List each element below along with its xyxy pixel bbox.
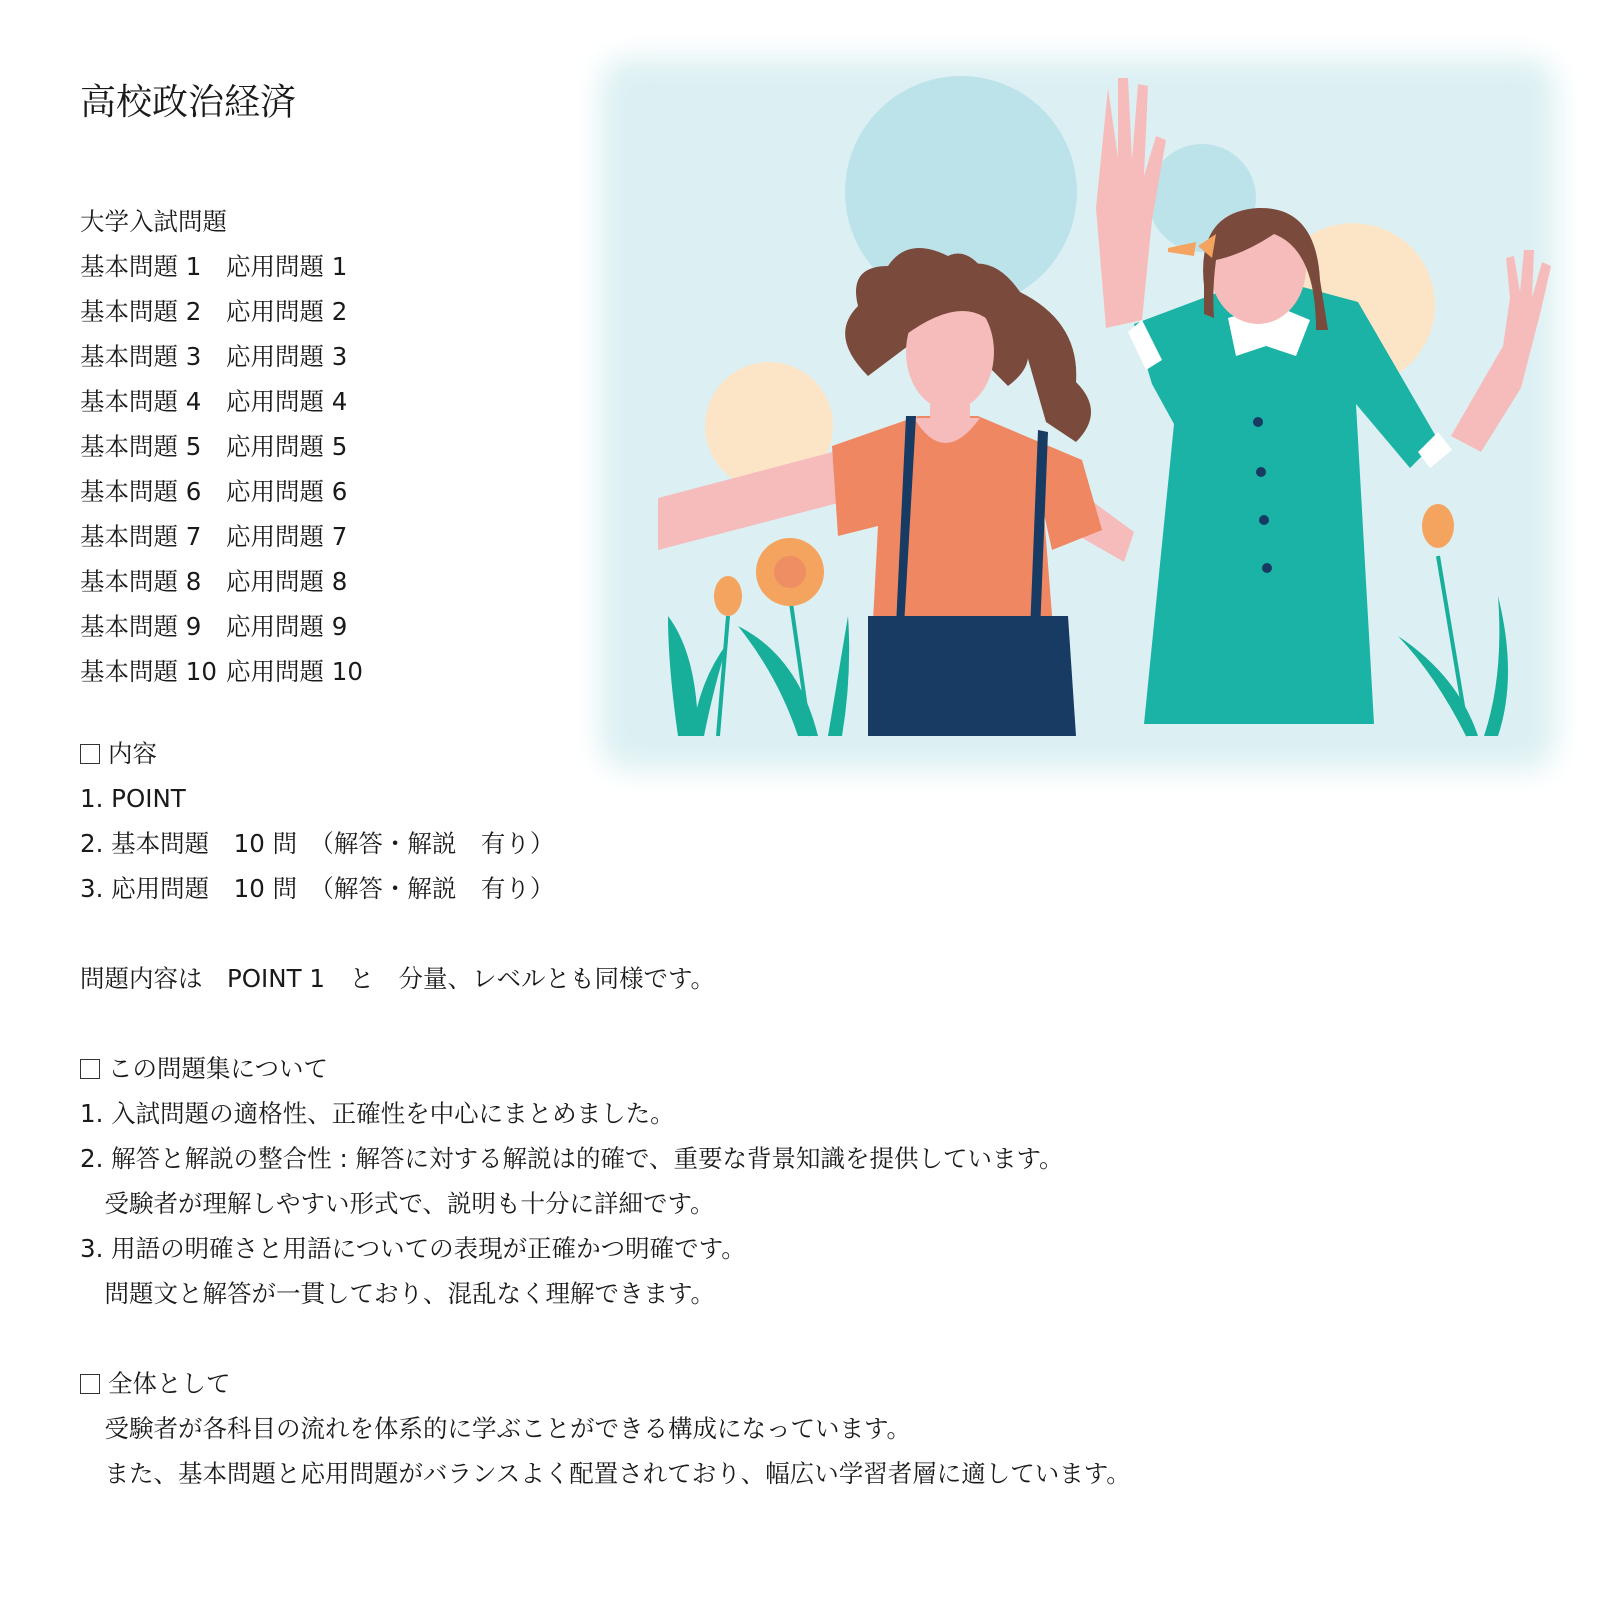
basic-problem-label: 基本問題 6 bbox=[80, 477, 202, 506]
basic-problem-label: 基本問題 10 bbox=[80, 657, 217, 686]
problem-pair-row bbox=[80, 385, 347, 419]
applied-problem-label: 応用問題 9 bbox=[226, 612, 348, 641]
basic-problem-label: 基本問題 1 bbox=[80, 252, 202, 281]
overall-line: 受験者が各科目の流れを体系的に学ぶことができる構成になっています。 bbox=[80, 1414, 912, 1443]
about-line: 2. 解答と解説の整合性 : 解答に対する解説は的確で、重要な背景知識を提供しています。 bbox=[80, 1144, 1064, 1173]
basic-problem-label: 基本問題 3 bbox=[80, 342, 202, 371]
about-line: 3. 用語の明確さと用語についての表現が正確かつ明確です。 bbox=[80, 1234, 746, 1263]
contents-item: 3. 応用問題 10 問 （解答・解説 有り） bbox=[80, 874, 555, 903]
applied-problem-label: 応用問題 1 bbox=[226, 252, 348, 281]
contents-item: 1. POINT bbox=[80, 784, 186, 813]
applied-problem-label: 応用問題 10 bbox=[226, 657, 363, 686]
checkbox-icon bbox=[80, 1374, 100, 1394]
applied-problem-label: 応用問題 5 bbox=[226, 432, 348, 461]
exam-heading: 大学入試問題 bbox=[80, 207, 227, 236]
problem-pair-row bbox=[80, 475, 347, 509]
basic-problem-label: 基本問題 7 bbox=[80, 522, 202, 551]
about-line: 1. 入試問題の適格性、正確性を中心にまとめました。 bbox=[80, 1099, 675, 1128]
page-title: 高校政治経済 bbox=[80, 82, 297, 123]
applied-problem-label: 応用問題 8 bbox=[226, 567, 348, 596]
contents-heading: 内容 bbox=[80, 737, 157, 771]
about-line: 問題文と解答が一貫しており、混乱なく理解できます。 bbox=[80, 1279, 716, 1308]
problem-pair-row bbox=[80, 610, 347, 644]
basic-problem-label: 基本問題 9 bbox=[80, 612, 202, 641]
basic-problem-label: 基本問題 4 bbox=[80, 387, 202, 416]
hero-illustration bbox=[578, 36, 1578, 792]
problem-pair-row bbox=[80, 340, 347, 374]
problem-pair-row bbox=[80, 430, 347, 464]
about-line: 受験者が理解しやすい形式で、説明も十分に詳細です。 bbox=[80, 1189, 715, 1218]
checkbox-icon bbox=[80, 744, 100, 764]
applied-problem-label: 応用問題 4 bbox=[226, 387, 348, 416]
applied-problem-label: 応用問題 7 bbox=[226, 522, 348, 551]
applied-problem-label: 応用問題 6 bbox=[226, 477, 348, 506]
contents-item: 2. 基本問題 10 問 （解答・解説 有り） bbox=[80, 829, 555, 858]
problem-pair-row bbox=[80, 250, 347, 284]
overall-heading: 全体として bbox=[80, 1367, 231, 1401]
checkbox-icon bbox=[80, 1059, 100, 1079]
overall-line: また、基本問題と応用問題がバランスよく配置されており、幅広い学習者層に適しています。 bbox=[80, 1459, 1131, 1488]
basic-problem-label: 基本問題 2 bbox=[80, 297, 202, 326]
note-text: 問題内容は POINT 1 と 分量、レベルとも同様です。 bbox=[80, 964, 715, 993]
basic-problem-label: 基本問題 8 bbox=[80, 567, 202, 596]
problem-pair-row bbox=[80, 655, 363, 689]
about-heading: この問題集について bbox=[80, 1052, 328, 1086]
applied-problem-label: 応用問題 2 bbox=[226, 297, 348, 326]
problem-pair-row bbox=[80, 565, 347, 599]
problem-pair-row bbox=[80, 295, 347, 329]
problem-pair-row bbox=[80, 520, 347, 554]
basic-problem-label: 基本問題 5 bbox=[80, 432, 202, 461]
two-girls-waving-illustration bbox=[578, 36, 1578, 792]
applied-problem-label: 応用問題 3 bbox=[226, 342, 348, 371]
